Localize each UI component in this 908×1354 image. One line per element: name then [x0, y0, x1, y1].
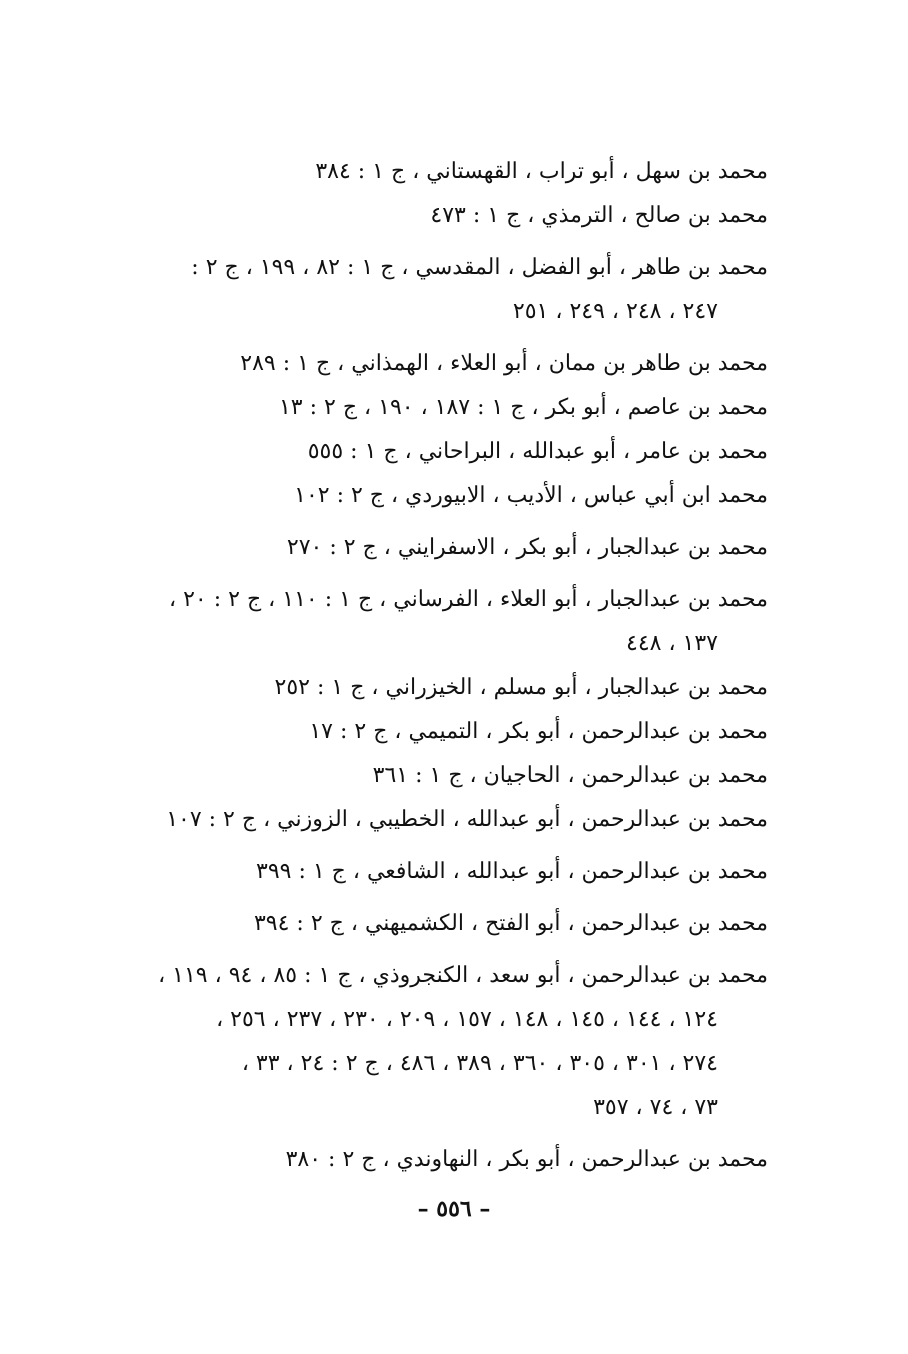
- index-entry: [118, 246, 768, 334]
- entry-line: محمد بن سهل ، أبو تراب ، القهستاني ، ج ١ : ٣٨٤: [315, 159, 768, 184]
- entry-line: محمد بن عبدالرحمن ، أبو عبدالله ، الشافعي ، ج ١ : ٣٩٩: [256, 859, 768, 884]
- entry-line: محمد بن عبدالرحمن ، أبو عبدالله ، الخطيبي ، الزوزني ، ج ٢ : ١٠٧: [166, 807, 768, 832]
- index-entry: [118, 386, 768, 430]
- entry-line: محمد بن عبدالرحمن ، أبو بكر ، التميمي ، ج ٢ : ١٧: [309, 719, 768, 744]
- entry-line: محمد بن عبدالرحمن ، الحاجيان ، ج ١ : ٣٦١: [372, 763, 768, 788]
- index-entry: [118, 850, 768, 894]
- index-entry: [118, 194, 768, 238]
- entry-continuation-line: ٧٣ ، ٧٤ ، ٣٥٧: [593, 1095, 718, 1120]
- page-number: – ٥٥٦ –: [417, 1196, 491, 1222]
- entry-line: محمد بن طاهر ، أبو الفضل ، المقدسي ، ج ١ : ٨٢ ، ١٩٩ ، ج ٢ :: [191, 255, 768, 280]
- entry-line: محمد بن عبدالرحمن ، أبو الفتح ، الكشميهني ، ج ٢ : ٣٩٤: [253, 911, 768, 936]
- index-entry: [118, 902, 768, 946]
- entry-continuation-line: ٢٤٧ ، ٢٤٨ ، ٢٤٩ ، ٢٥١: [512, 299, 718, 324]
- index-entry: [118, 430, 768, 474]
- entry-continuation-line: ١٣٧ ، ٤٤٨: [626, 631, 718, 656]
- name-index-list: [118, 150, 768, 1182]
- entry-line: محمد بن عبدالجبار ، أبو بكر ، الاسفرايني ، ج ٢ : ٢٧٠: [286, 535, 768, 560]
- entry-line: محمد بن عامر ، أبو عبدالله ، البراحاني ، ج ١ : ٥٥٥: [307, 439, 768, 464]
- index-entry: [118, 150, 768, 194]
- index-entry: [118, 954, 768, 1130]
- entry-line: محمد بن صالح ، الترمذي ، ج ١ : ٤٧٣: [430, 203, 768, 228]
- entry-line: محمد ابن أبي عباس ، الأديب ، الابيوردي ، ج ٢ : ١٠٢: [294, 483, 768, 508]
- index-entry: [118, 754, 768, 798]
- entry-continuation-line: ٢٧٤ ، ٣٠١ ، ٣٠٥ ، ٣٦٠ ، ٣٨٩ ، ٤٨٦ ، ج ٢ : ٢٤ ، ٣٣ ،: [241, 1051, 718, 1076]
- index-entry: [118, 710, 768, 754]
- entry-line: محمد بن طاهر بن ممان ، أبو العلاء ، الهمذاني ، ج ١ : ٢٨٩: [240, 351, 768, 376]
- entry-line: محمد بن عبدالجبار ، أبو مسلم ، الخيزراني ، ج ١ : ٢٥٢: [274, 675, 768, 700]
- index-entry: [118, 798, 768, 842]
- entry-line: محمد بن عبدالرحمن ، أبو بكر ، النهاوندي ، ج ٢ : ٣٨٠: [285, 1147, 768, 1172]
- index-entry: [118, 474, 768, 518]
- index-entry: [118, 526, 768, 570]
- index-entry: [118, 342, 768, 386]
- index-entry: [118, 1138, 768, 1182]
- entry-line: محمد بن عبدالجبار ، أبو العلاء ، الفرساني ، ج ١ : ١١٠ ، ج ٢ : ٢٠ ،: [169, 587, 768, 612]
- index-entry: [118, 578, 768, 666]
- index-entry: [118, 666, 768, 710]
- entry-line: محمد بن عاصم ، أبو بكر ، ج ١ : ١٨٧ ، ١٩٠ ، ج ٢ : ١٣: [278, 395, 768, 420]
- entry-line: محمد بن عبدالرحمن ، أبو سعد ، الكنجروذي ، ج ١ : ٨٥ ، ٩٤ ، ١١٩ ،: [158, 963, 768, 988]
- entry-continuation-line: ١٢٤ ، ١٤٤ ، ١٤٥ ، ١٤٨ ، ١٥٧ ، ٢٠٩ ، ٢٣٠ ، ٢٣٧ ، ٢٥٦ ،: [216, 1007, 718, 1032]
